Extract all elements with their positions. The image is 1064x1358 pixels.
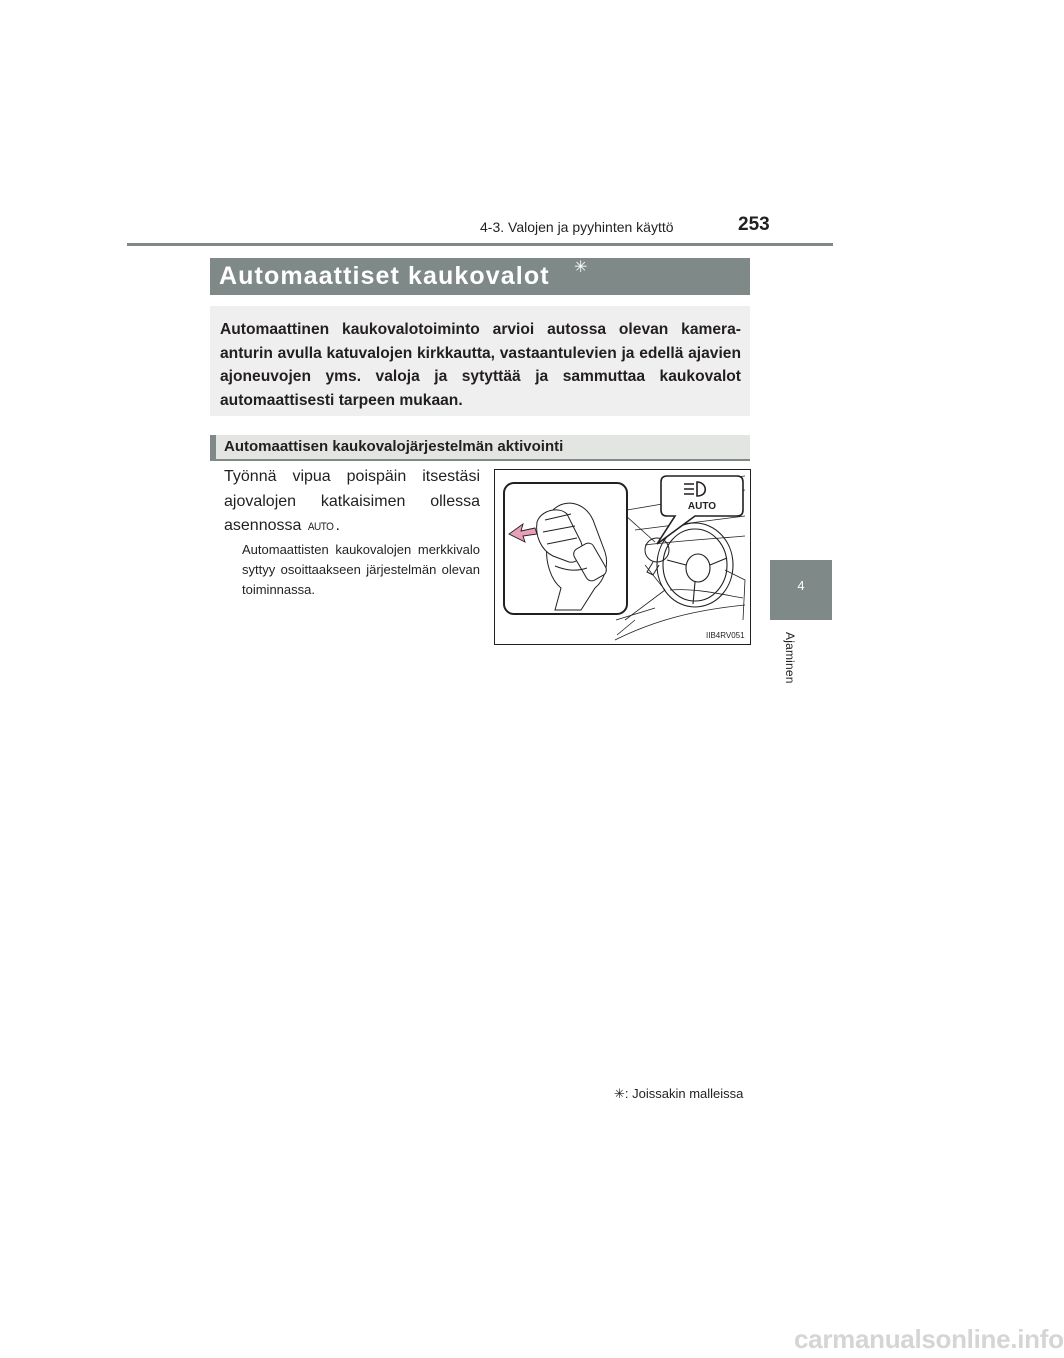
- title-asterisk-icon: ✳: [574, 259, 588, 276]
- watermark-text: carmanualsonline.info: [794, 1324, 1064, 1354]
- subheading-bar: [210, 435, 750, 461]
- auto-indicator-label: AUTO: [687, 501, 717, 512]
- footnote-asterisk-icon: ✳: [614, 1086, 625, 1101]
- subheading-accent: [210, 435, 216, 461]
- watermark: [794, 1322, 1064, 1358]
- chapter-number: 4: [797, 578, 805, 593]
- chapter-label: Ajaminen: [783, 632, 797, 684]
- section-title-bar: [210, 258, 750, 295]
- instruction-text: [224, 465, 480, 541]
- auto-position-icon: AUTO: [307, 521, 334, 534]
- page-number: 253: [738, 214, 770, 235]
- intro-text: Automaattinen kaukovalotoiminto arvioi autossa olevan kamera-anturin avulla katuvalojen kirkkautta, vastaantulevien ja edellä ajavien ajoneuvojen yms. valoja ja sytyttää ja sammuttaa kaukovalot automaattisesti tarpeen mukaan.: [220, 321, 741, 409]
- figure-code: IIB4RV051: [706, 631, 745, 640]
- header-divider: [127, 243, 833, 246]
- footnote: [614, 1086, 743, 1102]
- footnote-text: : Joissakin malleissa: [624, 1086, 744, 1101]
- instruction-text-after: .: [335, 517, 340, 534]
- header-section-title: 4-3. Valojen ja pyyhinten käyttö: [480, 219, 674, 235]
- lever-illustration-drawing: [495, 470, 750, 644]
- chapter-tab: [770, 560, 832, 620]
- subheading: Automaattisen kaukovalojärjestelmän aktivointi: [224, 438, 564, 455]
- instruction-note: Automaattisten kaukovalojen merkkivalo syttyy osoittaakseen järjestelmän olevan toiminnassa.: [242, 542, 480, 597]
- instruction-text-before: Työnnä vipua poispäin itsestäsi ajovalojen katkaisimen ollessa asennossa: [224, 468, 480, 534]
- lever-illustration: [494, 469, 751, 645]
- intro-box: [210, 306, 750, 416]
- section-title: Automaattiset kaukovalot: [219, 262, 550, 290]
